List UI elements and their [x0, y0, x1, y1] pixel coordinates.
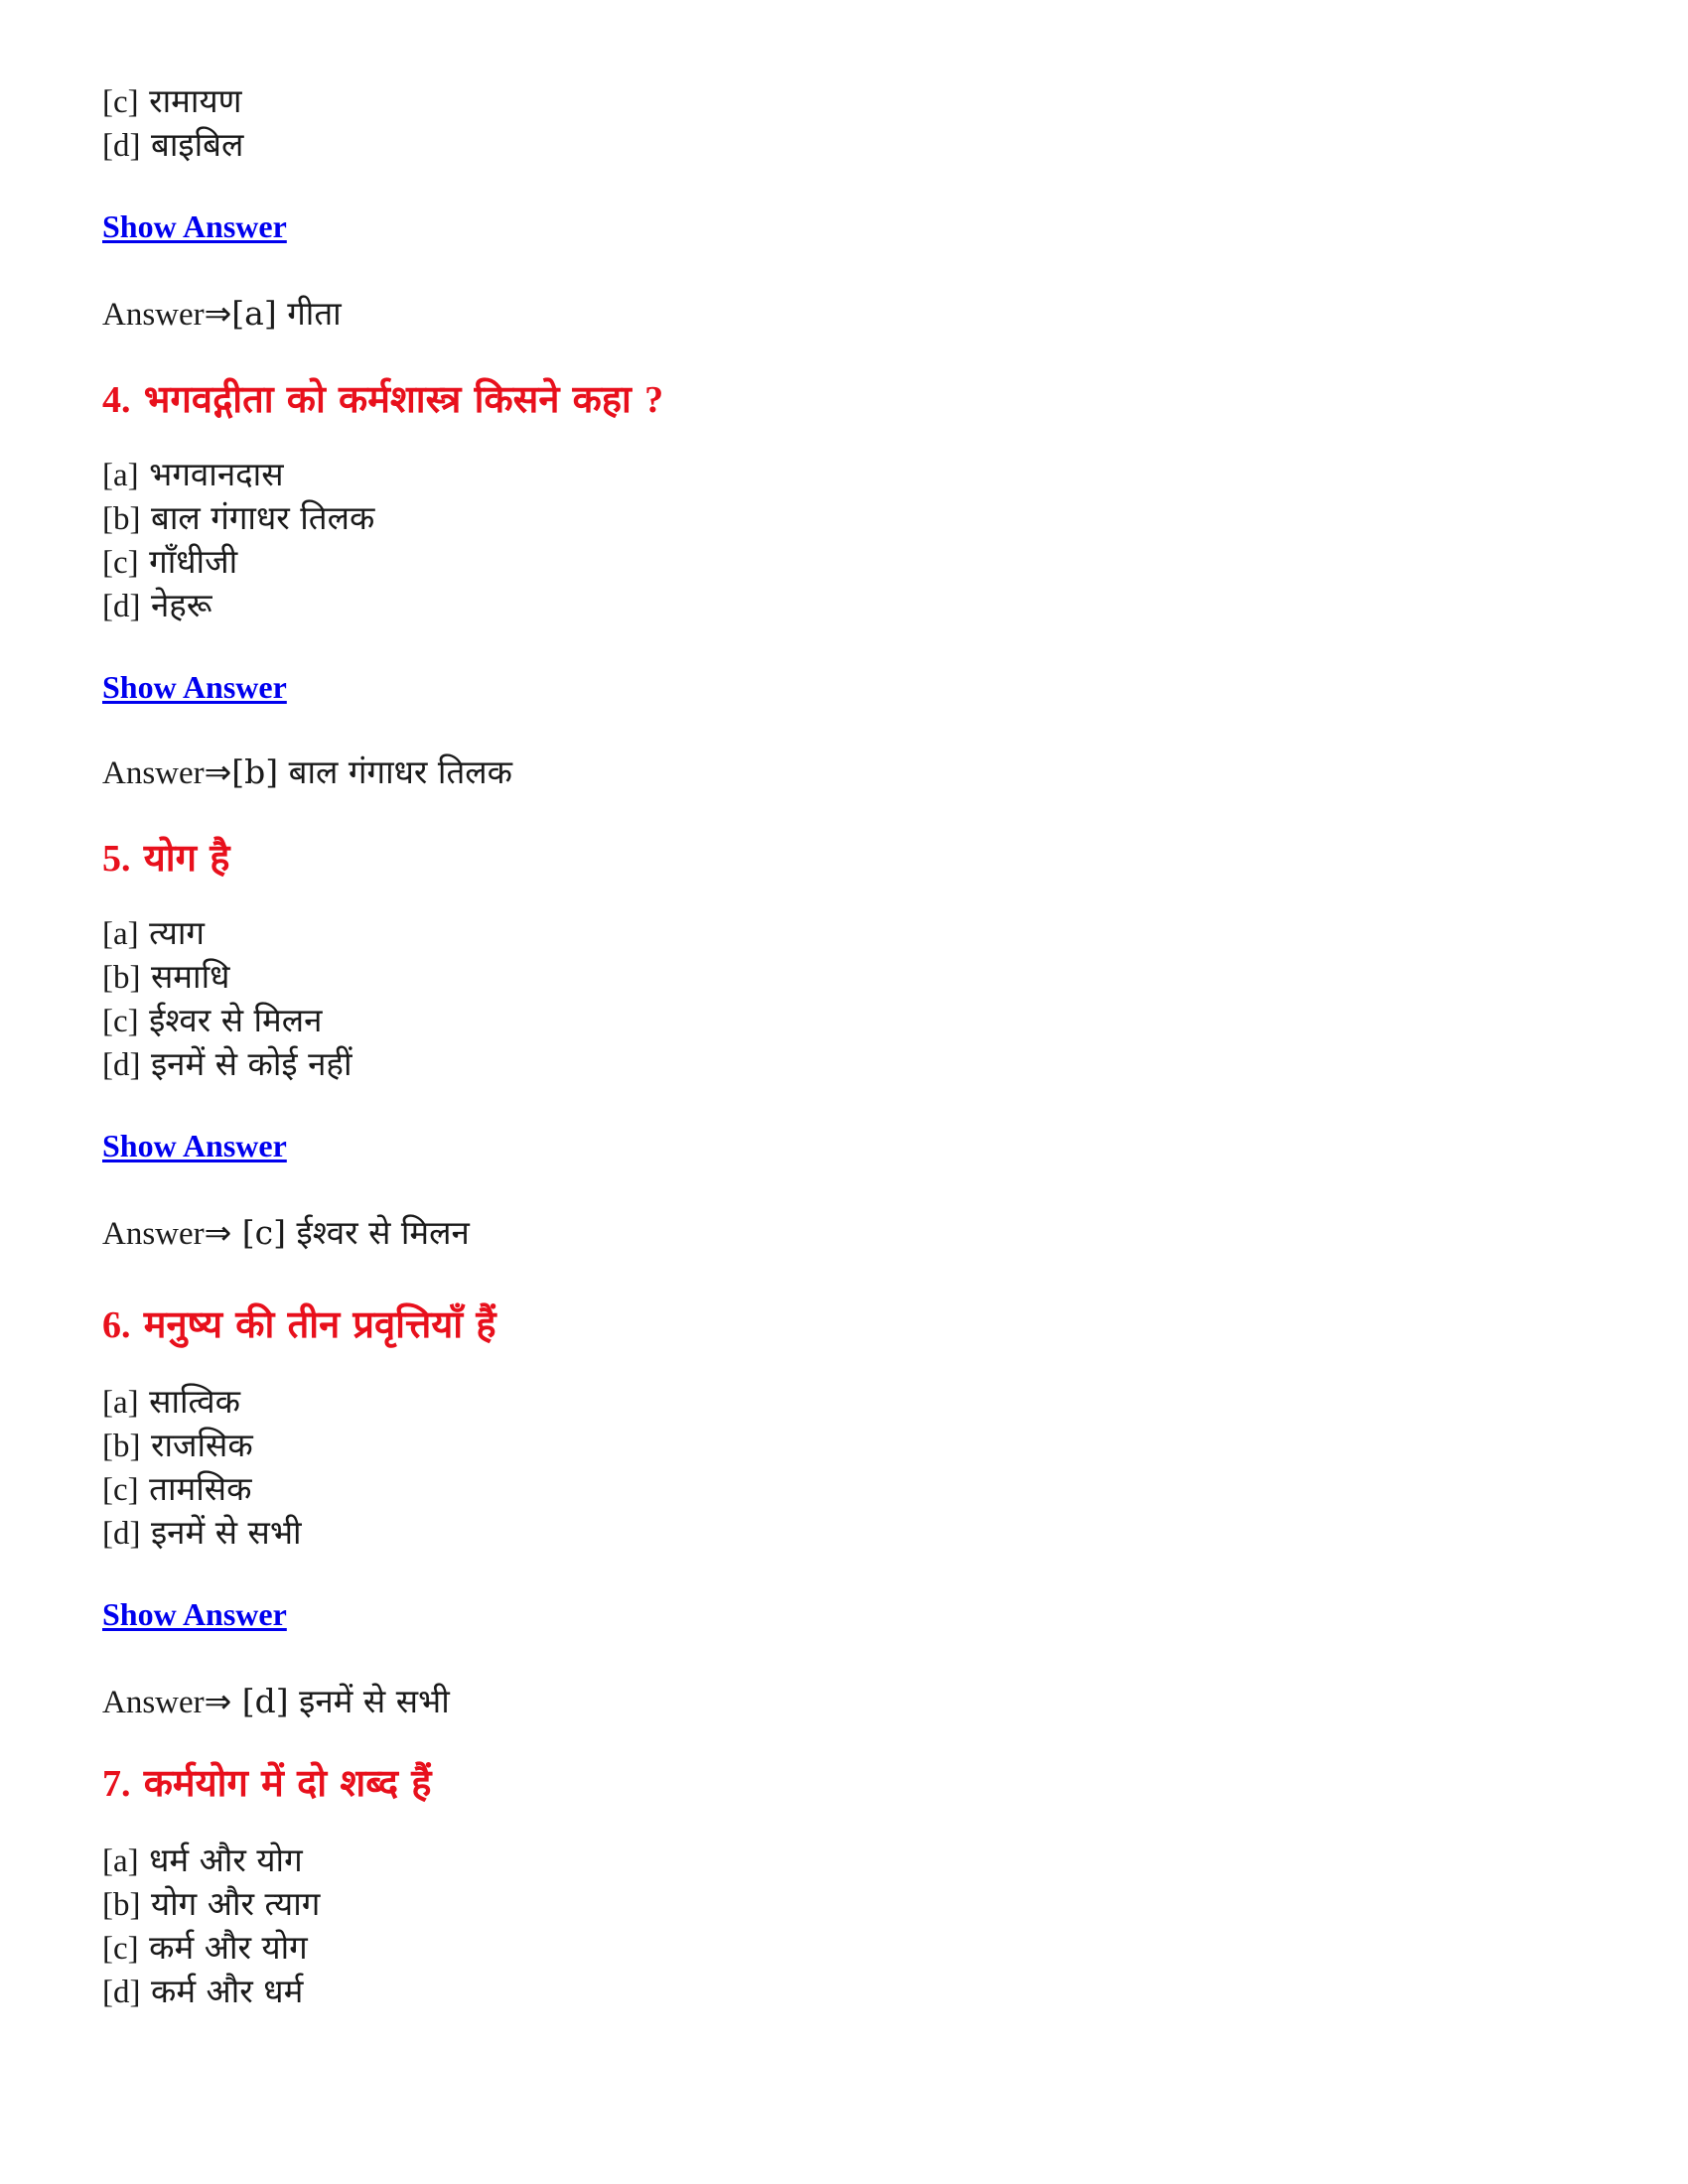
options-list	[102, 1380, 302, 1555]
option-a: [a] सात्विक	[102, 1382, 240, 1421]
answer-text: [d] इनमें से सभी	[231, 1682, 450, 1720]
answer-line: Answer⇒[a] गीता	[102, 294, 342, 333]
option-d: [d] इनमें से कोई नहीं	[102, 1044, 352, 1083]
option-b: [b] बाल गंगाधर तिलक	[102, 498, 375, 537]
answer-line: Answer⇒ [d] इनमें से सभी	[102, 1682, 450, 1720]
question-3-fragment	[102, 79, 243, 167]
options-list	[102, 911, 352, 1086]
option-a: [a] त्याग	[102, 913, 205, 952]
option-c: [c] ईश्वर से मिलन	[102, 1001, 323, 1039]
option-b: [b] राजसिक	[102, 1426, 253, 1464]
answer-line: Answer⇒ [c] ईश्वर से मिलन	[102, 1213, 470, 1252]
option-text: रामायण	[149, 81, 242, 120]
question-title: 4. भगवद्गीता को कर्मशास्त्र किसने कहा ?	[102, 377, 664, 421]
option-c: [c] रामायण	[102, 81, 242, 120]
option-d: [d] इनमें से सभी	[102, 1513, 302, 1552]
question-title: 6. मनुष्य की तीन प्रवृत्तियाँ हैं	[102, 1302, 496, 1346]
answer-line: Answer⇒[b] बाल गंगाधर तिलक	[102, 752, 512, 791]
option-c: [c] कर्म और योग	[102, 1928, 308, 1967]
option-a: [a] धर्म और योग	[102, 1841, 303, 1879]
option-d: [d] नेहरू	[102, 586, 212, 624]
answer-text: [c] ईश्वर से मिलन	[231, 1213, 470, 1252]
option-d: [d] कर्म और धर्म	[102, 1972, 304, 2010]
answer-text: [a] गीता	[231, 294, 342, 333]
option-text: बाइबिल	[150, 125, 244, 164]
show-answer-link[interactable]: Show Answer	[102, 1128, 287, 1163]
options-list	[102, 453, 374, 627]
show-answer-link[interactable]: Show Answer	[102, 1596, 287, 1632]
option-c: [c] गाँधीजी	[102, 542, 238, 581]
option-d: [d] बाइबिल	[102, 125, 244, 164]
show-answer-link[interactable]: Show Answer	[102, 669, 287, 705]
show-answer-link[interactable]: Show Answer	[102, 208, 287, 244]
question-title: 7. कर्मयोग में दो शब्द हैं	[102, 1761, 432, 1805]
question-title: 5. योग है	[102, 836, 230, 880]
option-a: [a] भगवानदास	[102, 455, 284, 493]
option-b: [b] योग और त्याग	[102, 1884, 321, 1923]
option-c: [c] तामसिक	[102, 1469, 252, 1508]
options-list	[102, 1839, 320, 2013]
option-b: [b] समाधि	[102, 957, 230, 996]
answer-text: [b] बाल गंगाधर तिलक	[231, 752, 512, 791]
